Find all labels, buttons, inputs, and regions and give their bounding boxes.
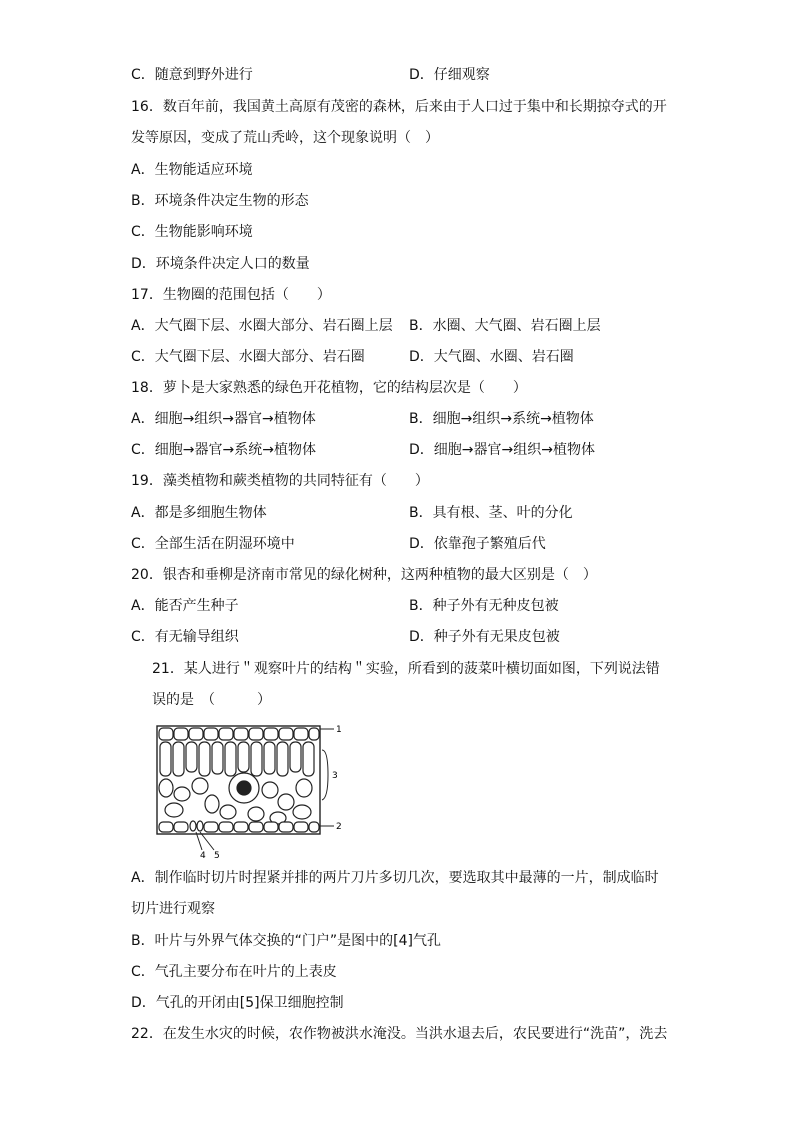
q22-stem: 22．在发生水灾的时候，农作物被洪水淹没。当洪水退去后，农民要进行“洗苗”，洗去 [131,1026,668,1042]
q21-stem-line1: 21．某人进行＂观察叶片的结构＂实验，所看到的菠菜叶横切面如图，下列说法错 [152,661,660,677]
lower-epidermis [159,822,319,832]
q18-option-d: D．细胞→器官→组织→植物体 [409,442,595,458]
label-4: 4 [200,851,206,860]
q19-option-d: D．依靠孢子繁殖后代 [409,536,546,552]
q16-option-a: A．生物能适应环境 [131,162,253,178]
q19-option-c: C．全部生活在阴湿环境中 [131,536,295,552]
q20-option-c: C．有无输导组织 [131,629,239,645]
q21-option-c: C．气孔主要分布在叶片的上表皮 [131,964,337,980]
q17-option-d: D．大气圈、水圈、岩石圈 [409,349,574,365]
q18-option-a: A．细胞→组织→器官→植物体 [131,411,316,427]
upper-epidermis [159,728,319,740]
q16-option-b: B．环境条件决定生物的形态 [131,193,309,209]
q15-option-c: C．随意到野外进行 [131,67,253,83]
q17-stem: 17．生物圈的范围包括（ ） [131,287,331,303]
label-3: 3 [332,771,338,781]
q21-option-a-line1: A．制作临时切片时捏紧并排的两片刀片多切几次，要选取其中最薄的一片，制成临时 [131,870,659,886]
q20-stem: 20．银杏和垂柳是济南市常见的绿化树种，这两种植物的最大区别是（ ） [131,567,597,583]
vein-bundle [229,773,259,803]
q16-option-d: D．环境条件决定人口的数量 [131,256,310,272]
q17-option-a: A．大气圈下层、水圈大部分、岩石圈上层 [131,318,393,334]
q17-option-b: B．水圈、大气圈、岩石圈上层 [409,318,601,334]
label-2: 2 [336,822,342,832]
q16-stem-line1: 16．数百年前，我国黄土高原有茂密的森林，后来由于人口过于集中和长期掠夺式的开 [131,99,667,115]
q19-option-a: A．都是多细胞生物体 [131,505,267,521]
q21-option-a-line2: 切片进行观察 [131,901,215,917]
label-1: 1 [336,725,342,735]
q18-stem: 18．萝卜是大家熟悉的绿色开花植物，它的结构层次是（ ） [131,380,527,396]
label-5: 5 [214,851,220,860]
q16-option-c: C．生物能影响环境 [131,224,253,240]
q20-option-d: D．种子外有无果皮包被 [409,629,560,645]
q17-option-c: C．大气圈下层、水圈大部分、岩石圈 [131,349,365,365]
q20-option-a: A．能否产生种子 [131,598,239,614]
leaf-cross-section-figure [152,720,352,860]
q18-option-c: C．细胞→器官→系统→植物体 [131,442,316,458]
q20-option-b: B．种子外有无种皮包被 [409,598,559,614]
q19-option-b: B．具有根、茎、叶的分化 [409,505,573,521]
q15-option-d: D．仔细观察 [409,67,490,83]
q18-option-b: B．细胞→组织→系统→植物体 [409,411,594,427]
q16-stem-line2: 发等原因，变成了荒山秃岭，这个现象说明（ ） [131,130,439,146]
q21-option-b: B．叶片与外界气体交换的“门户”是图中的[4]气孔 [131,933,441,949]
q19-stem: 19．藻类植物和蕨类植物的共同特征有（ ） [131,473,429,489]
q21-option-d: D．气孔的开闭由[5]保卫细胞控制 [131,995,344,1011]
q21-stem-line2: 误的是 （ ） [152,692,271,708]
